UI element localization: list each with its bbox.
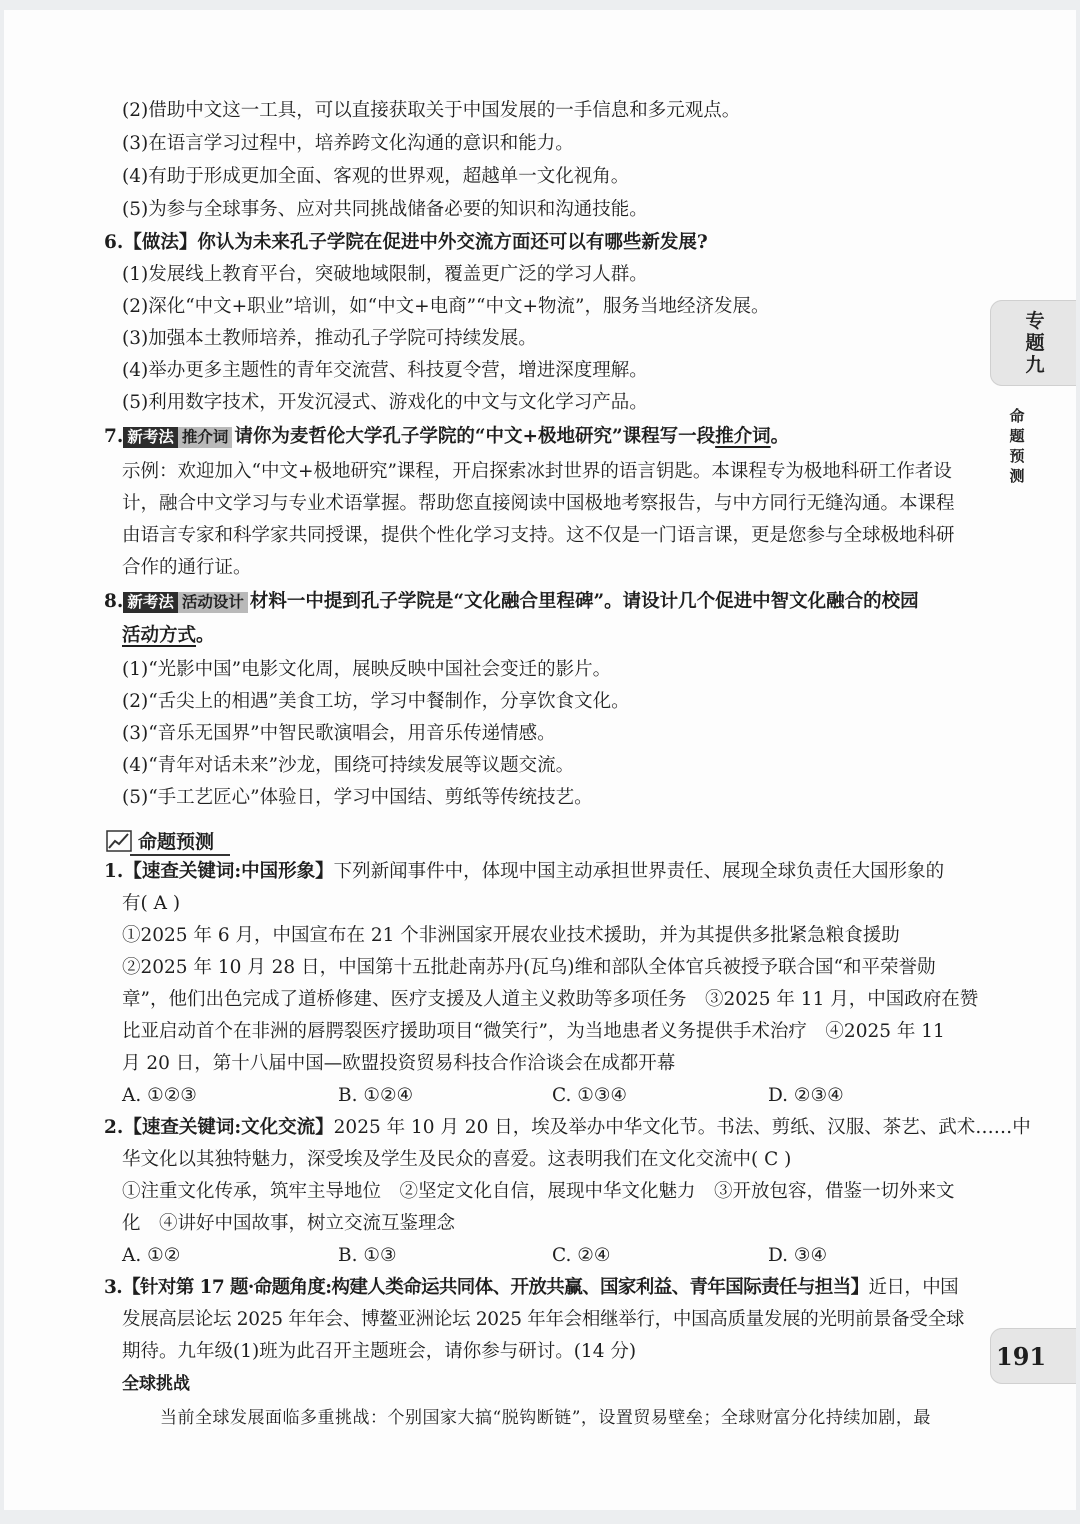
answer-line: 由语言专家和科学家共同授课，提供个性化学习支持。这不仅是一门语言课，更是您参与全球极地科研: [122, 525, 955, 546]
statement-line: 比亚启动首个在非洲的唇腭裂医疗援助项目“微笑行”，为当地患者义务提供手术治疗 ④2025 年 11: [122, 1021, 945, 1042]
question-line: 有( A ): [122, 893, 181, 914]
question-1: [104, 860, 944, 884]
question-8-cont: [122, 624, 215, 648]
topic-label: 专 题 九: [1025, 310, 1045, 376]
question-7: [104, 425, 789, 449]
question-text: 2025 年 10 月 20 日，埃及举办中华文化节。书法、剪纸、汉服、茶艺、武术……中: [333, 1117, 1031, 1138]
answer-line: 计，融合中文学习与专业术语掌握。帮助您直接阅读中国极地考察报告，与中方同行无缝沟通。本课程: [122, 493, 955, 514]
answer-line: (5)利用数字技术，开发沉浸式、游戏化的中文与文化学习产品。: [122, 392, 648, 413]
answer-line: (5)为参与全球事务、应对共同挑战储备必要的知识和沟通技能。: [122, 199, 648, 220]
answer-line: (1)发展线上教育平台，突破地域限制，覆盖更广泛的学习人群。: [122, 264, 648, 285]
statement-line: 月 20 日，第十八届中国—欧盟投资贸易科技合作洽谈会在成都开幕: [122, 1053, 676, 1074]
question-number: 7.: [104, 426, 124, 447]
question-3: [104, 1276, 958, 1300]
section-title: 命题预测: [138, 831, 215, 853]
option-d: D. ②③④: [768, 1085, 844, 1106]
answer-line: (2)深化“中文+职业”培训，如“中文+电商”“中文+物流”，服务当地经济发展。: [122, 296, 770, 317]
type-tag: 活动设计: [178, 592, 248, 613]
new-method-tag: 新考法: [123, 427, 178, 448]
material-paragraph: 当前全球发展面临多重挑战：个别国家大搞“脱钩断链”，设置贸易壁垒；全球财富分化持续加剧，最: [160, 1408, 931, 1428]
question-text: 近日，中国: [868, 1277, 959, 1298]
answer-line: (3)加强本土教师培养，推动孔子学院可持续发展。: [122, 328, 537, 349]
option-d: D. ③④: [768, 1245, 828, 1266]
option-c: C. ①③④: [552, 1085, 628, 1106]
answer-line: (5)“手工艺匠心”体验日，学习中国结、剪纸等传统技艺。: [122, 787, 593, 808]
question-text: 请你为麦哲伦大学孔子学院的“中文+极地研究”课程写一段: [234, 426, 716, 447]
question-line: 期待。九年级(1)班为此召开主题班会，请你参与研讨。(14 分): [122, 1341, 637, 1362]
statement-line: 章”，他们出色完成了道桥修建、医疗支援及人道主义救助等多项任务 ③2025 年 11 月，中国政府在赞: [122, 989, 979, 1010]
question-2: [104, 1116, 1031, 1140]
question-head: 2.【速查关键词:文化交流】: [104, 1117, 334, 1138]
question-8: [104, 590, 919, 614]
subheading: 全球挑战: [122, 1374, 190, 1394]
page-number: 191: [996, 1341, 1047, 1371]
punctuation: 。: [770, 426, 790, 447]
section-divider: [130, 854, 230, 856]
option-c: C. ②④: [552, 1245, 611, 1266]
statement-line: ②2025 年 10 月 28 日，中国第十五批赴南苏丹(瓦乌)维和部队全体官兵被授予联合国“和平荣誉勋: [122, 957, 936, 978]
statement-line: ①2025 年 6 月，中国宣布在 21 个非洲国家开展农业技术援助，并为其提供多批紧急粮食援助: [122, 925, 900, 946]
answer-line: (4)“青年对话未来”沙龙，围绕可持续发展等议题交流。: [122, 755, 575, 776]
answer-line: 示例：欢迎加入“中文+极地研究”课程，开启探索冰封世界的语言钥匙。本课程专为极地科研工作者设: [122, 461, 952, 482]
keyword-underline: 活动方式: [122, 625, 197, 646]
answer-line: 合作的通行证。: [122, 557, 252, 578]
statement-line: 化 ④讲好中国故事，树立交流互鉴理念: [122, 1213, 456, 1234]
question-number: 8.: [104, 591, 124, 612]
keyword-underline: 推介词: [715, 426, 771, 447]
page-number-tab: [990, 1328, 1076, 1384]
answer-line: (4)有助于形成更加全面、客观的世界观，超越单一文化视角。: [122, 166, 630, 187]
trend-icon: [106, 830, 132, 852]
question-text: 材料一中提到孔子学院是“文化融合里程碑”。请设计几个促进中智文化融合的校园: [249, 591, 919, 612]
document-page: [4, 10, 1076, 1510]
question-head: 1.【速查关键词:中国形象】: [104, 861, 334, 882]
question-head: 3.【针对第 17 题·命题角度:构建人类命运共同体、开放共赢、国家利益、青年国际责任与担当】: [104, 1277, 869, 1298]
option-b: B. ①③: [338, 1245, 397, 1266]
new-method-tag: 新考法: [123, 592, 178, 613]
answer-line: (2)借助中文这一工具，可以直接获取关于中国发展的一手信息和多元观点。: [122, 100, 741, 121]
option-a: A. ①②③: [122, 1085, 197, 1106]
option-a: A. ①②: [122, 1245, 181, 1266]
option-b: B. ①②④: [338, 1085, 414, 1106]
question-6: 6.【做法】你认为未来孔子学院在促进中外交流方面还可以有哪些新发展?: [104, 232, 708, 253]
statement-line: ①注重文化传承，筑牢主导地位 ②坚定文化自信，展现中华文化魅力 ③开放包容，借鉴一切外来文: [122, 1181, 955, 1202]
section-side-label: 命 题 预 测: [1009, 407, 1025, 485]
answer-line: (4)举办更多主题性的青年交流营、科技夏令营，增进深度理解。: [122, 360, 648, 381]
punctuation: 。: [196, 625, 215, 646]
answer-line: (3)“音乐无国界”中智民歌演唱会，用音乐传递情感。: [122, 723, 556, 744]
answer-line: (3)在语言学习过程中，培养跨文化沟通的意识和能力。: [122, 133, 574, 154]
question-text: 下列新闻事件中，体现中国主动承担世界责任、展现全球负责任大国形象的: [333, 861, 945, 882]
answer-line: (1)“光影中国”电影文化周，展映反映中国社会变迁的影片。: [122, 659, 612, 680]
section-header: [106, 826, 230, 856]
type-tag: 推介词: [178, 427, 233, 448]
question-line: 华文化以其独特魅力，深受埃及学生及民众的喜爱。这表明我们在文化交流中( C ): [122, 1149, 792, 1170]
question-line: 发展高层论坛 2025 年年会、博鳌亚洲论坛 2025 年年会相继举行，中国高质量发展的光明前景备受全球: [122, 1309, 965, 1330]
answer-line: (2)“舌尖上的相遇”美食工坊，学习中餐制作，分享饮食文化。: [122, 691, 630, 712]
topic-tab: [990, 300, 1076, 386]
